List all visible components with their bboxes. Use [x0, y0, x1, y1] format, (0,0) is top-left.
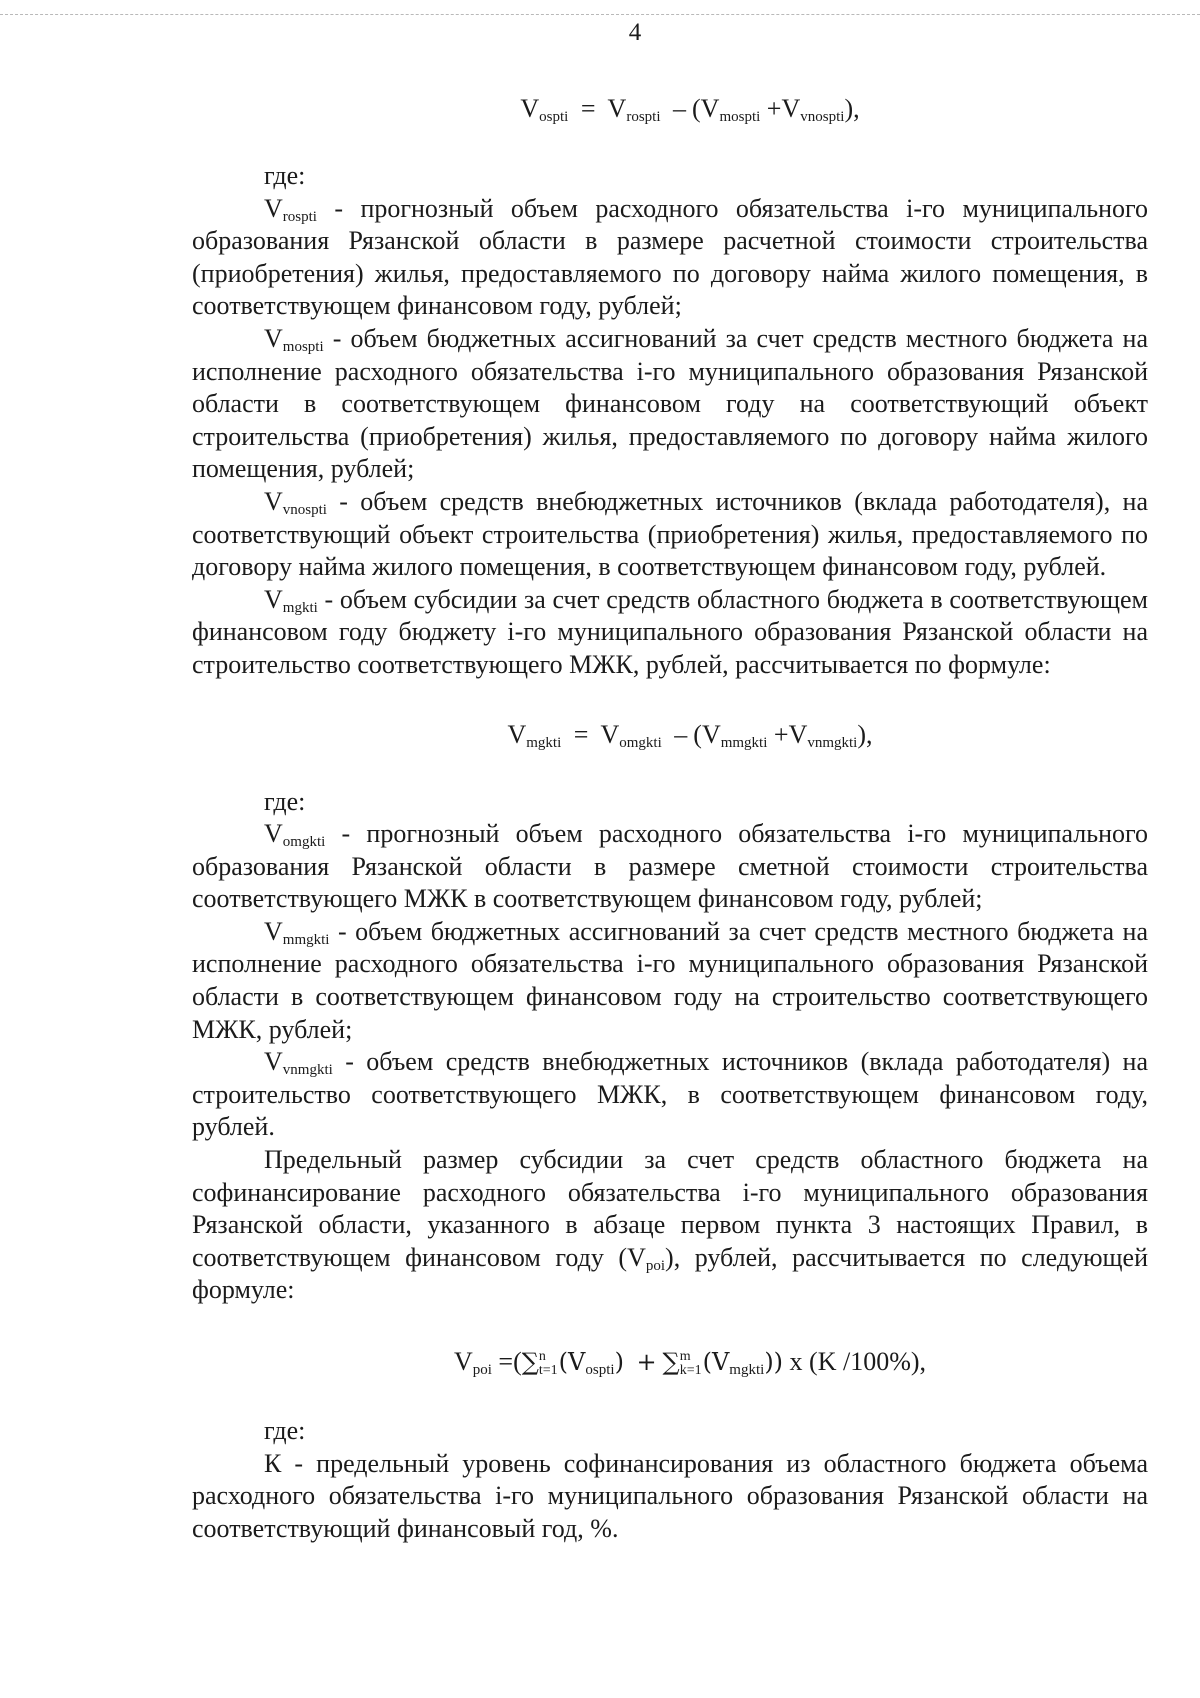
definition-vmgkti: $V_{mgkti}$ - объем субсидии за счет средств областного бюджета в соответствующем финансовом году бюджету i-го муниципального образования Рязанской области на строительство соответствующего МЖК, рублей, рассчитывается по формуле:	[192, 584, 1148, 679]
where-label-2: где:	[264, 786, 306, 816]
definition-vvnmgkti: $V_{vnmgkti}$ - объем средств внебюджетных источников (вклада работодателя) на строительство соответствующего МЖК, в соответствующем финансовом году, рублей.	[192, 1047, 1148, 1142]
scan-edge-line	[0, 14, 1200, 15]
sum-symbol: ∑	[521, 1348, 539, 1376]
where-label: где:	[264, 161, 306, 190]
formula-vospti: $V_{ospti} = V_{rospti} - (V_{mospti} +V_{vnospti})$,	[520, 94, 860, 125]
sum-limits-2: m k=1	[679, 1349, 702, 1379]
limit-paragraph: Предельный размер субсидии за счет средств областного бюджета на софинансирование расходного обязательства i-го муниципального образования Рязанской области, указанного в абзаце первом пункта 3 настоящих Правил, в соответствующем финансовом году $(V_{poi})$, рублей, рассчитывается по следующей формуле:	[192, 1145, 1148, 1305]
definition-vmmgkti: $V_{mmgkti}$ - объем бюджетных ассигнований за счет средств местного бюджета на исполнение расходного обязательства i-го муниципального образования Рязанской области в соответствующем финансовом году на строительство соответствующего МЖК, рублей;	[192, 916, 1148, 1044]
sum-symbol-2: ∑	[662, 1348, 680, 1376]
definition-vrospti: $V_{rospti}$ - прогнозный объем расходного обязательства i-го муниципального образования Рязанской области в размере расчетной стоимости строительства (приобретения) жилья, предоставляемого по договору найма жилого помещения, в соответствующем финансовом году, рублей;	[192, 193, 1148, 321]
formula-vmgkti: $V_{mgkti} = V_{omgkti} - (V_{mmgkti} +V_{vnmgkti})$,	[507, 719, 873, 751]
formula-vpoi: $V_{poi}$ =(∑ n t=1 $(V_{ospti})$ + ∑ m k=1 $(V_{mgkti})$) x (K /100%),	[453, 1347, 927, 1379]
document-body	[192, 92, 1148, 1545]
definition-vmospti: $V_{mospti}$ - объем бюджетных ассигнований за счет средств местного бюджета на исполнение расходного обязательства i-го муниципального образования Рязанской области в соответствующем финансовом году на соответствующий объект строительства (приобретения) жилья, предоставляемого по договору найма жилого помещения, рублей;	[192, 323, 1148, 484]
where-label-3: где:	[264, 1416, 306, 1445]
sum-limits-1: n t=1	[538, 1349, 558, 1379]
definition-vvnospti: $V_{vnospti}$ - объем средств внебюджетных источников (вклада работодателя), на соответствующий объект строительства (приобретения) жилья, предоставляемого по договору найма жилого помещения, в соответствующем финансовом году, рублей.	[192, 486, 1148, 582]
definition-vomgkti: $V_{omgkti}$ - прогнозный объем расходного обязательства i-го муниципального образования Рязанской области в размере сметной стоимости строительства соответствующего МЖК в соответствующем финансовом году, рублей;	[192, 819, 1148, 914]
definition-k: К - предельный уровень софинансирования из областного бюджета объема расходного обязательства i-го муниципального образования Рязанской области на соответствующий финансовый год, %.	[192, 1448, 1148, 1543]
page-number: 4	[628, 19, 642, 46]
